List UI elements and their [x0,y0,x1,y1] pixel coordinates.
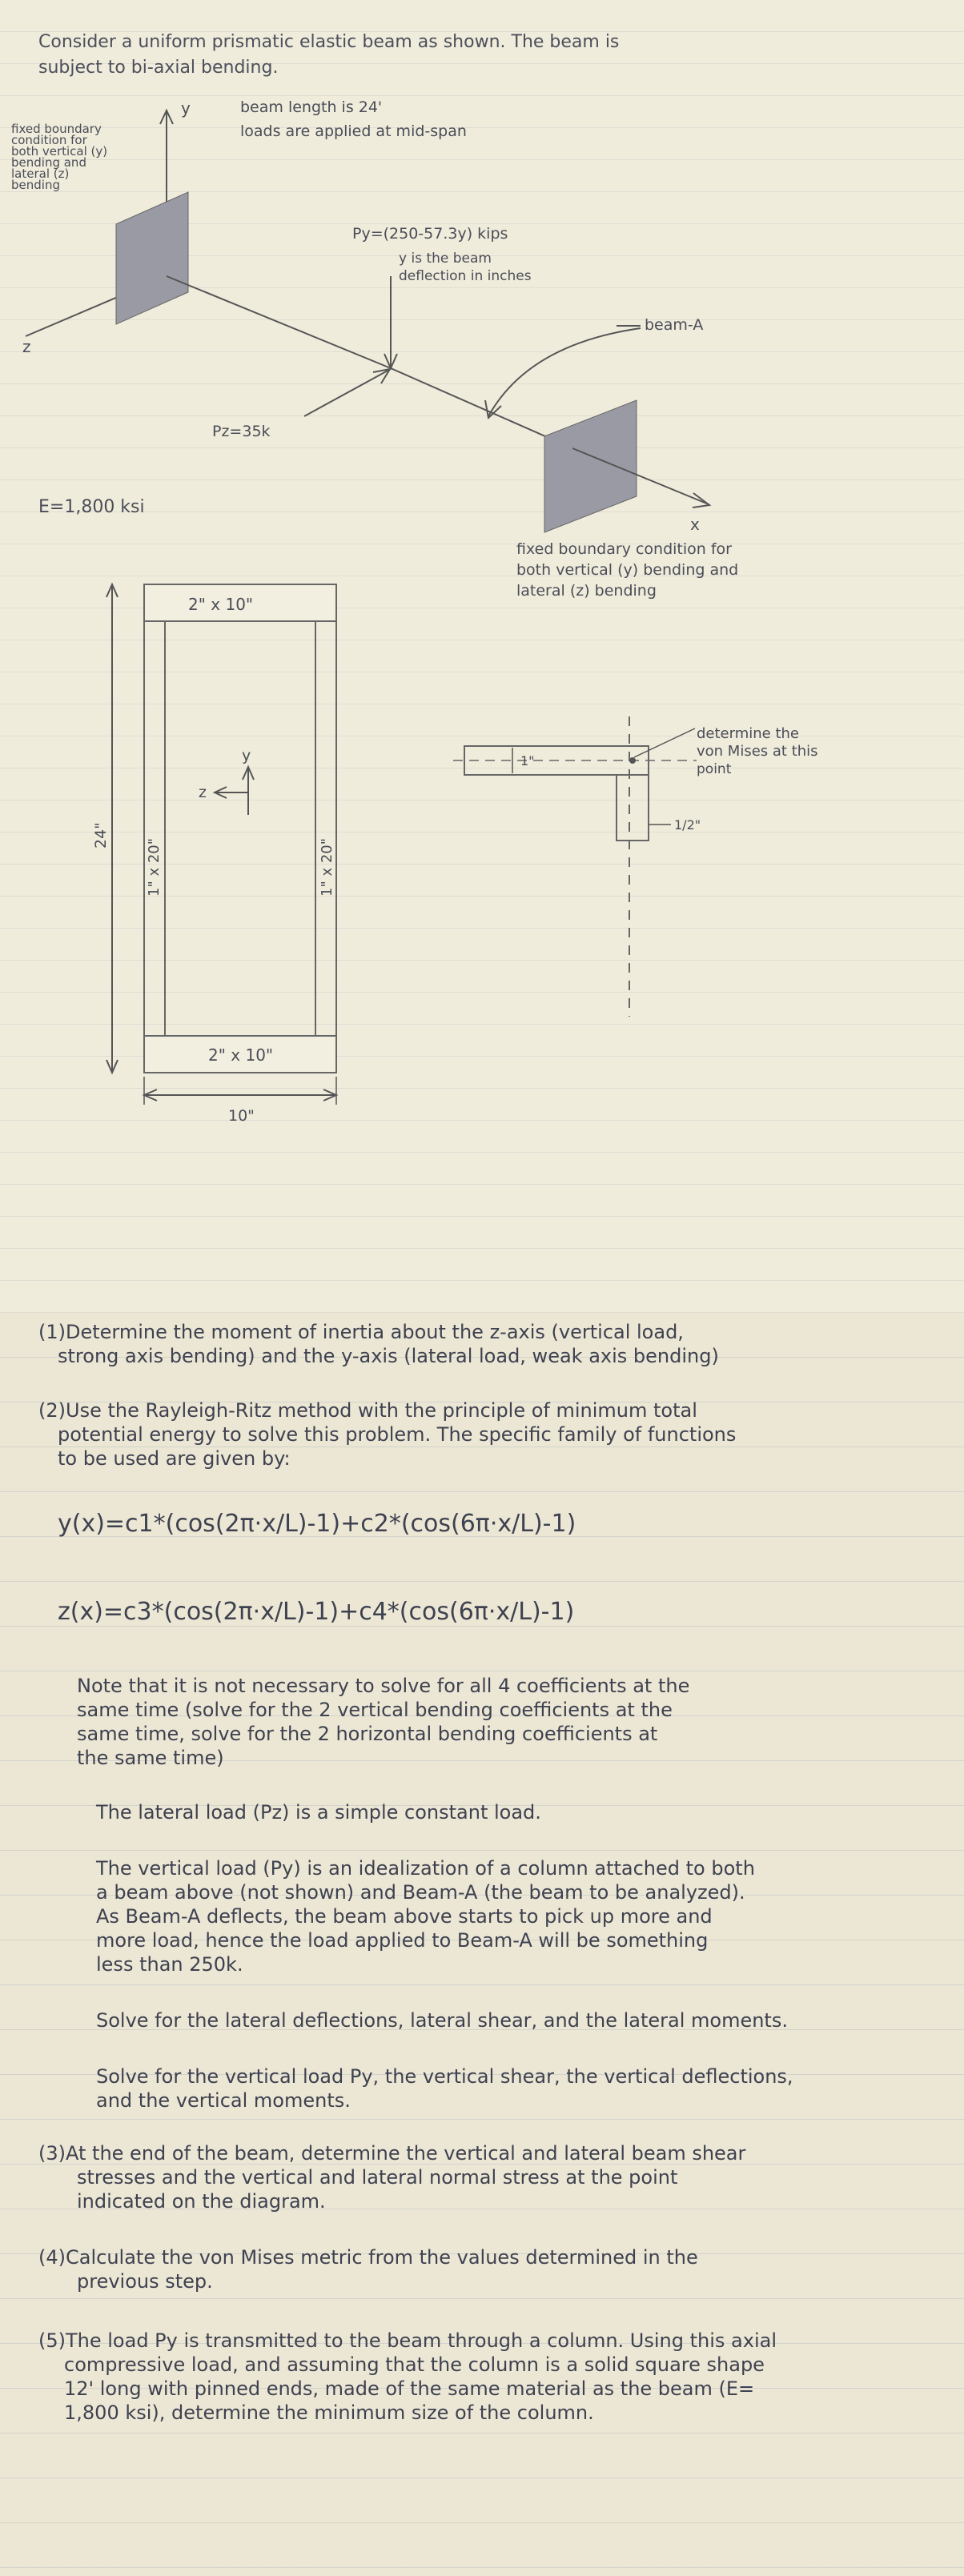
beam-a-pointer [488,328,641,416]
beam-a-label: beam-A [645,316,704,334]
section-y-label: y [242,747,251,764]
section-z-label: z [199,784,207,801]
pz-label: Pz=35k [212,423,271,440]
axis-y-label: y [181,98,191,118]
detail-note-line-2: von Mises at this [697,743,818,760]
py-formula-label: Py=(250-57.3y) kips [352,225,508,243]
right-web [315,621,336,1036]
detail-note-line-1: determine the [697,725,799,742]
cross-section-diagram [0,560,964,1145]
width-dim-label: 10" [228,1107,255,1125]
detail-note-line-3: point [697,761,732,777]
left-bc-line-3: both vertical (y) [11,144,108,158]
left-support-plate [116,192,188,324]
beam-diagram [0,80,964,640]
stress-point-marker [629,757,636,764]
section-outline [144,584,336,1073]
right-bc-line-2: both vertical (y) bending and [516,561,739,579]
left-web [144,621,165,1036]
y-note-line-2: deflection in inches [399,268,532,284]
axis-x-label: x [690,515,700,534]
problem-5-line-1: (5)The load Py is transmitted to the beam through a column. Using this axial [38,2329,777,2352]
right-web-label: 1" x 20" [319,837,335,897]
problem-4-line-2: previous step. [77,2270,213,2293]
problem-5-line-4: 1,800 ksi), determine the minimum size of the column. [64,2401,594,2424]
vertical-load-line-1: The vertical load (Py) is an idealization of a column attached to both [96,1857,755,1880]
vertical-load-line-2: a beam above (not shown) and Beam-A (the beam to be analyzed). [96,1881,745,1904]
left-bc-line-5: lateral (z) [11,167,70,181]
solve-vertical-line-1: Solve for the vertical load Py, the vertical shear, the vertical deflections, [96,2065,793,2088]
problem-1-line-1: (1)Determine the moment of inertia about the z-axis (vertical load, [38,1321,684,1343]
axis-z-label: z [22,337,31,356]
lower-sheet [0,1313,964,2576]
problem-3-line-2: stresses and the vertical and lateral normal stress at the point [77,2166,678,2189]
problem-2-line-3: to be used are given by: [58,1447,291,1470]
problem-1-line-2: strong axis bending) and the y-axis (lateral load, weak axis bending) [58,1345,719,1367]
problem-3-line-3: indicated on the diagram. [77,2190,326,2213]
problem-2-line-2: potential energy to solve this problem. The specific family of functions [58,1423,737,1446]
note-line-1: Note that it is not necessary to solve for all 4 coefficients at the [77,1675,690,1697]
right-bc-line-1: fixed boundary condition for [516,540,732,558]
left-bc-line-6: bending [11,178,60,192]
y-note-line-1: y is the beam [399,251,492,267]
problem-2-line-1: (2)Use the Rayleigh-Ritz method with the principle of minimum total [38,1399,697,1422]
detail-dim-1-label: 1" [520,753,535,768]
vertical-load-line-3: As Beam-A deflects, the beam above starts to pick up more and [96,1905,713,1928]
left-bc-line-4: bending and [11,155,86,170]
right-support-plate [544,400,637,532]
loads-midspan-label: loads are applied at mid-span [240,122,467,140]
detail-dim-half-label: 1/2" [674,817,701,833]
detail-web [617,775,649,841]
left-web-label: 1" x 20" [146,837,163,897]
left-bc-line-1: fixed boundary [11,122,102,136]
beam-line [167,276,391,368]
pz-load-arrow [304,370,389,416]
e-value-label: E=1,800 ksi [38,497,145,517]
problem-5-line-3: 12' long with pinned ends, made of the same material as the beam (E= [64,2377,755,2400]
left-bc-line-2: condition for [11,133,87,147]
problem-5-line-2: compressive load, and assuming that the column is a solid square shape [64,2353,765,2376]
solve-lateral-text: Solve for the lateral deflections, lateral shear, and the lateral moments. [96,2009,788,2032]
vertical-load-line-5: less than 250k. [96,1953,243,1976]
right-bc-line-3: lateral (z) bending [516,582,657,600]
note-line-3: same time, solve for the 2 horizontal bending coefficients at [77,1723,658,1745]
vertical-load-line-4: more load, hence the load applied to Beam-A will be something [96,1929,709,1952]
lateral-load-text: The lateral load (Pz) is a simple constant load. [96,1801,541,1824]
solve-vertical-line-2: and the vertical moments. [96,2089,351,2112]
equation-y: y(x)=c1*(cos(2π·x/L)-1)+c2*(cos(6π·x/L)-1) [58,1510,576,1538]
intro-line-2: subject to bi-axial bending. [38,58,279,78]
height-dim-label: 24" [92,822,110,849]
intro-line-1: Consider a uniform prismatic elastic beam as shown. The beam is [38,32,620,52]
problem-3-line-1: (3)At the end of the beam, determine the vertical and lateral beam shear [38,2142,746,2165]
bottom-flange-label: 2" x 10" [208,1045,274,1065]
note-line-2: same time (solve for the 2 vertical bending coefficients at the [77,1699,673,1721]
equation-z: z(x)=c3*(cos(2π·x/L)-1)+c4*(cos(6π·x/L)-1) [58,1598,575,1626]
note-line-4: the same time) [77,1747,224,1769]
problem-4-line-1: (4)Calculate the von Mises metric from the values determined in the [38,2246,698,2269]
top-flange-label: 2" x 10" [188,595,254,614]
detail-note-pointer [634,728,695,757]
beam-length-label: beam length is 24' [240,98,383,116]
x-axis-arrow [693,493,709,508]
